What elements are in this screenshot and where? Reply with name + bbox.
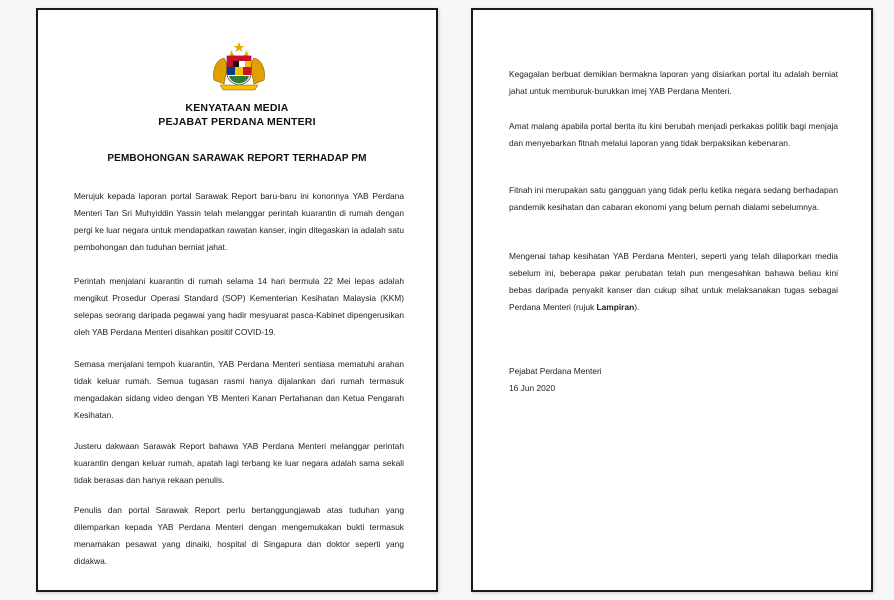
malaysia-coat-of-arms-icon xyxy=(208,40,270,92)
paragraph-6: Kegagalan berbuat demikian bermakna laporan yang disiarkan portal itu adalah berniat jahat untuk memburuk-burukkan imej YAB Perdana Menteri. xyxy=(509,69,838,96)
signoff-office: Pejabat Perdana Menteri xyxy=(509,366,602,376)
signoff-date: 16 Jun 2020 xyxy=(509,383,556,393)
paragraph-8: Fitnah ini merupakan satu gangguan yang tidak perlu ketika negara sedang berhadapan pandemik kesihatan dan cabaran ekonomi yang belum pernah dialami sebelumnya. xyxy=(509,185,838,212)
attachment-reference: Lampiran xyxy=(596,302,635,312)
paragraph-2: Perintah menjalani kuarantin di rumah selama 14 hari bermula 22 Mei lepas adalah mengikut Prosedur Operasi Standard (SOP) Kementerian Kesihatan Malaysia (KKM) selepas seorang daripada pegawai yang hadir mesyuarat pasca-Kabinet dipengerusikan oleh YAB Perdana Menteri disahkan positif COVID-19. xyxy=(74,276,404,337)
paragraph-7: Amat malang apabila portal berita itu kini berubah menjadi perkakas politik bagi menjaja dan menyebarkan fitnah melalui laporan yang tidak berpaksikan kebenaran. xyxy=(509,121,838,148)
document-title: KENYATAAN MEDIA xyxy=(185,102,289,114)
paragraph-5: Penulis dan portal Sarawak Report perlu bertanggungjawab atas tuduhan yang dilemparkan kepada YAB Perdana Menteri dengan mengemukakan bukti termasuk menamakan pesawat yang dinaiki, hospital di Singapura dan doktor seperti yang didakwa. xyxy=(74,505,404,566)
paragraph-9 xyxy=(509,248,838,316)
paragraph-9-text: Mengenai tahap kesihatan YAB Perdana Menteri, seperti yang telah dilaporkan media sebelum ini, beberapa pakar perubatan telah pun mengesahkan bahawa beliau kini bebas daripada penyakit kanser dan cukup sihat untuk melaksanakan tugas sebagai Perdana Menteri (rujuk xyxy=(509,251,838,312)
document-page-1 xyxy=(36,8,438,592)
document-issuer: PEJABAT PERDANA MENTERI xyxy=(158,116,316,128)
paragraph-1: Merujuk kepada laporan portal Sarawak Report baru-baru ini kononnya YAB Perdana Menteri Tan Sri Muhyiddin Yassin telah melanggar perintah kuarantin di rumah dengan pergi ke luar negara untuk mendapatkan rawatan kanser, ingin ditegaskan ia adalah satu pembohongan dan tuduhan berniat jahat. xyxy=(74,191,404,252)
paragraph-9-tail: ). xyxy=(634,302,640,312)
document-subject: PEMBOHONGAN SARAWAK REPORT TERHADAP PM xyxy=(107,153,367,164)
paragraph-3: Semasa menjalani tempoh kuarantin, YAB Perdana Menteri sentiasa mematuhi arahan tidak keluar rumah. Semua tugasan rasmi hanya dijalankan dari rumah termasuk mengadakan sidang video dengan YB Menteri Kanan Pertahanan dan Ketua Pengarah Kesihatan. xyxy=(74,359,404,420)
paragraph-4: Justeru dakwaan Sarawak Report bahawa YAB Perdana Menteri melanggar perintah kuarantin dengan keluar rumah, apatah lagi terbang ke luar negara adalah sama sekali tidak berasas dan hanya rekaan penulis. xyxy=(74,441,404,485)
document-page-2 xyxy=(471,8,873,592)
